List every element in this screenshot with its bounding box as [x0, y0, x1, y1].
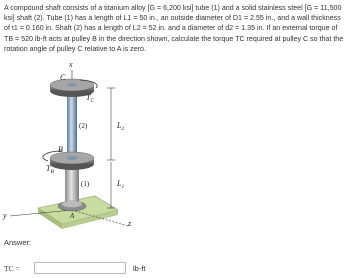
label-tc: $T_C$ — [86, 93, 95, 104]
label-l1: $L_1$ — [117, 179, 125, 190]
label-c: C — [60, 73, 66, 82]
label-b: B — [58, 145, 63, 154]
answer-variable: TC = — [4, 264, 20, 273]
answer-label: Answer: — [4, 238, 32, 247]
problem-statement: A compound shaft consists of a titanium alloy [G = 6,200 ksi] tube (1) and a solid stainless steel [G = 11,500 ksi] shaft (2). Tube (1) has a length of L1 = 50 in., an outside diameter of D1 = 2.55 in., and a wall thickness of t1 = 0.160 in. Shaft (2) has a length of L2 = 52 in. and a diameter of d2 = 1.35 in. If an external torque of TB = 520 lb-ft acts at pulley B in the direction shown, calculate the torque TC required at pulley C so that the rotation angle of pulley C relative to A is zero. — [4, 4, 344, 53]
torque-tc-input[interactable] — [34, 262, 126, 274]
label-z: z — [128, 219, 132, 228]
label-tb: $T_B$ — [46, 164, 54, 175]
shaft-2 — [67, 88, 77, 160]
label-y: y — [3, 211, 7, 220]
pulley-b — [50, 152, 94, 170]
label-x: x — [69, 60, 73, 69]
label-1: (1) — [81, 180, 90, 188]
answer-unit: lb-ft — [133, 264, 146, 273]
label-2: (2) — [79, 122, 88, 130]
label-a: A — [70, 212, 75, 220]
answer-row — [4, 262, 344, 276]
label-l2: $L_2$ — [117, 121, 125, 132]
shaft-figure — [0, 58, 350, 236]
